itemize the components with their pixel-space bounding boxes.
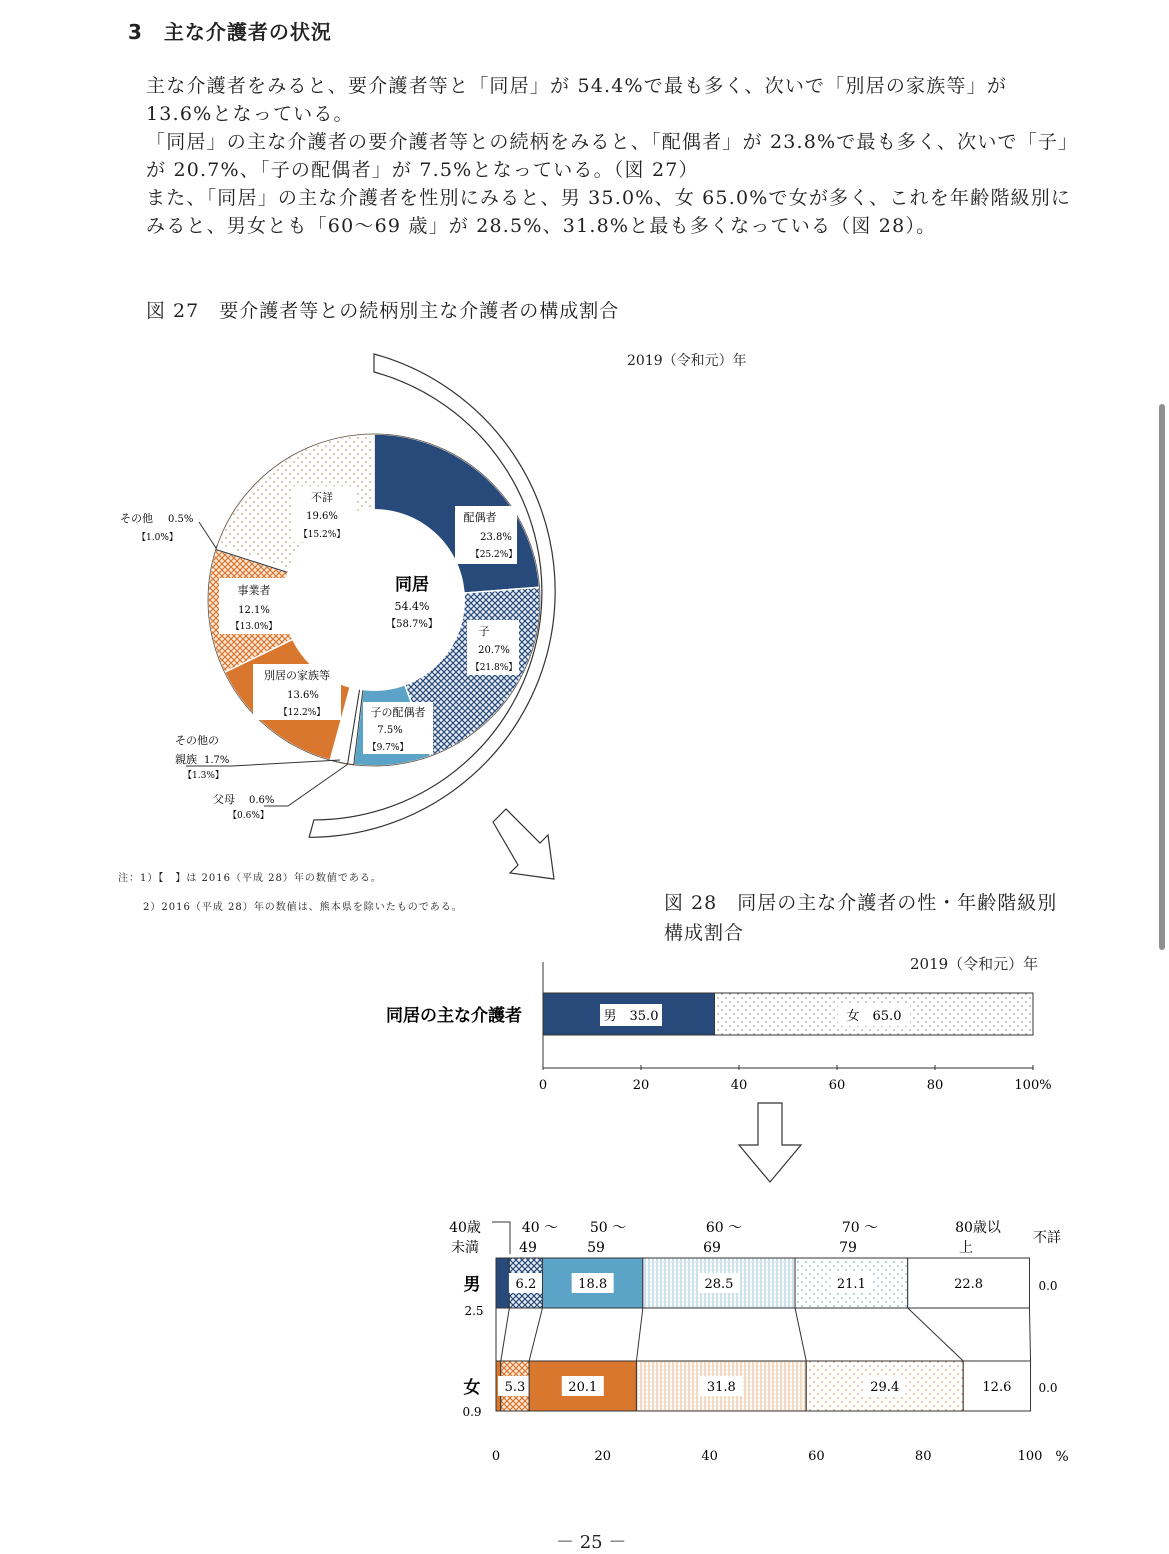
fig28-gender-chart <box>386 962 1052 1093</box>
leader-other <box>199 522 216 548</box>
figure-28-title: 図 28 同居の主な介護者の性・年齢階級別構成割合 <box>664 892 1058 944</box>
kin-line-1: その他の <box>175 734 219 747</box>
paragraph-1: 主な介護者をみると、要介護者等と「同居」が 54.4%で最も多く、次いで「別居の家族等」が 13.6%となっている。 <box>146 75 1008 125</box>
kin-value: 1.7% <box>204 755 230 766</box>
male-unknown-value: 0.0 <box>1038 1279 1058 1293</box>
parent-name: 父母 <box>213 793 235 806</box>
fig27-donut <box>120 354 555 837</box>
age-value-label: 20.1 <box>568 1380 598 1395</box>
age-header-line-2: 未満 <box>451 1240 479 1256</box>
gender-ticks <box>539 1065 1052 1093</box>
age-tick-label: 20 <box>594 1449 612 1464</box>
child-spouse-value: 7.5% <box>377 725 403 736</box>
female-row-label: 女 <box>463 1378 481 1398</box>
gender-female-label: 女 65.0 <box>846 1009 902 1024</box>
age-tick-label: 100 <box>1017 1449 1043 1464</box>
section-title: 3 主な介護者の状況 <box>128 20 332 44</box>
paragraph-2: 「同居」の主な介護者の要介護者等との続柄をみると、「配偶者」が 23.8%で最も多く、次いで「子」が 20.7%、「子の配偶者」が 7.5%となっている。（図 27） <box>146 131 1069 181</box>
kin-line-2: 親族 <box>175 753 197 766</box>
parent-value: 0.6% <box>249 795 275 806</box>
age-header-line-1: 60 ～ <box>705 1220 743 1236</box>
center-prev: 【58.7%】 <box>386 619 438 630</box>
age-percent-unit: % <box>1055 1449 1069 1465</box>
page-number: － 25 － <box>556 1532 627 1553</box>
other-prev: 【1.0%】 <box>137 533 178 543</box>
spouse-prev: 【25.2%】 <box>470 550 518 560</box>
age-value-label: 31.8 <box>706 1380 736 1395</box>
age-value-label: 22.8 <box>954 1277 984 1292</box>
age-tick-label: 60 <box>808 1449 825 1464</box>
age-value-label: 28.5 <box>704 1277 734 1292</box>
parent-prev: 【0.6%】 <box>228 811 269 821</box>
child-spouse-prev: 【9.7%】 <box>367 743 409 753</box>
male-age-segment-1 <box>496 1258 509 1308</box>
gender-row-label: 同居の主な介護者 <box>386 1006 522 1026</box>
business-name: 事業者 <box>237 584 271 597</box>
age-tick-label: 80 <box>914 1449 932 1464</box>
female-under40-value: 0.9 <box>462 1405 482 1419</box>
figure-28-year: 2019（令和元）年 <box>910 955 1039 973</box>
male-under40-value: 2.5 <box>464 1304 484 1318</box>
spouse-name: 配偶者 <box>463 511 497 524</box>
age-connector-line <box>1029 1308 1030 1361</box>
age-value-label: 12.6 <box>982 1380 1012 1395</box>
center-label: 同居 <box>395 575 429 595</box>
male-row-label: 男 <box>463 1275 481 1295</box>
age-header-line-1: 80歳以 <box>955 1220 1001 1236</box>
age-header-line-2: 79 <box>839 1240 857 1256</box>
down-arrow-icon <box>739 1103 801 1182</box>
child-value: 20.7% <box>478 645 510 656</box>
unknown-name: 不詳 <box>311 491 333 504</box>
age-value-label: 21.1 <box>836 1277 866 1292</box>
business-value: 12.1% <box>238 605 270 616</box>
business-prev: 【13.0%】 <box>230 622 278 632</box>
age-header-line-2: 69 <box>703 1240 721 1256</box>
age-value-label: 18.8 <box>578 1277 608 1292</box>
gender-tick-label: 60 <box>828 1078 846 1093</box>
gender-male-label: 男 35.0 <box>603 1009 659 1024</box>
other-name: その他 <box>120 512 153 525</box>
figure-27-year: 2019（令和元）年 <box>627 353 747 369</box>
age-header-line-1: 不詳 <box>1033 1230 1061 1246</box>
diagonal-arrow-icon <box>493 809 554 879</box>
age-tick-label: 40 <box>701 1449 718 1464</box>
age-tick-label: 0 <box>491 1449 501 1464</box>
gender-tick-label: 0 <box>538 1078 548 1093</box>
age-connector-line <box>501 1308 510 1361</box>
kin-prev: 【1.3%】 <box>183 771 224 781</box>
age-header-line-1: 50 ～ <box>589 1220 627 1236</box>
leader-parent <box>264 764 348 806</box>
center-value: 54.4% <box>394 600 430 613</box>
age-value-label: 29.4 <box>870 1380 900 1395</box>
paragraph-3: また、「同居」の主な介護者を性別にみると、男 35.0%、女 65.0%で女が多く、これを年齢階級別にみると、男女とも「60～69 歳」が 28.5%、31.8%と最も多くなっている（図 28）。 <box>146 187 1072 237</box>
unknown-value: 19.6% <box>306 511 338 522</box>
gender-tick-label: 20 <box>632 1078 650 1093</box>
figure-27-title: 図 27 要介護者等との続柄別主な介護者の構成割合 <box>146 300 620 322</box>
age-header-line-1: 40 ～ <box>521 1220 559 1236</box>
unknown-prev: 【15.2%】 <box>298 530 346 540</box>
other-value: 0.5% <box>168 514 194 525</box>
figure-27-note-1: 注：1）【 】は 2016（平成 28）年の数値である。 <box>118 873 382 884</box>
fig28-age-chart <box>449 1219 1069 1465</box>
age-header-line-1: 70 ～ <box>841 1220 879 1236</box>
spouse-value: 23.8% <box>480 532 512 543</box>
age-headers <box>449 1219 1061 1256</box>
age-connector-line <box>908 1308 964 1361</box>
under40-header-bracket <box>492 1222 510 1254</box>
separate-family-value: 13.6% <box>287 690 319 701</box>
child-prev: 【21.8%】 <box>470 663 518 673</box>
age-connector-line <box>529 1308 542 1361</box>
female-unknown-value: 0.0 <box>1038 1381 1058 1395</box>
age-connector-line <box>795 1308 806 1361</box>
age-value-label: 6.2 <box>515 1277 537 1292</box>
separate-family-name: 別居の家族等 <box>264 669 330 682</box>
age-connector-line <box>636 1308 642 1361</box>
age-header-line-2: 59 <box>587 1240 605 1256</box>
gender-tick-label: 40 <box>730 1078 748 1093</box>
child-spouse-name: 子の配偶者 <box>370 706 426 719</box>
gender-tick-label: 100% <box>1014 1078 1052 1093</box>
age-ticks <box>492 1449 1043 1464</box>
age-header-line-1: 40歳 <box>449 1220 481 1236</box>
age-header-line-2: 上 <box>959 1240 973 1256</box>
age-value-label: 5.3 <box>504 1380 526 1395</box>
age-header-line-2: 49 <box>519 1240 537 1256</box>
figure-27-note-2: 2）2016（平成 28）年の数値は、熊本県を除いたものである。 <box>143 902 463 913</box>
gender-tick-label: 80 <box>926 1078 944 1093</box>
age-bars <box>496 1258 1031 1411</box>
child-name: 子 <box>478 625 490 638</box>
separate-family-prev: 【12.2%】 <box>278 708 326 718</box>
